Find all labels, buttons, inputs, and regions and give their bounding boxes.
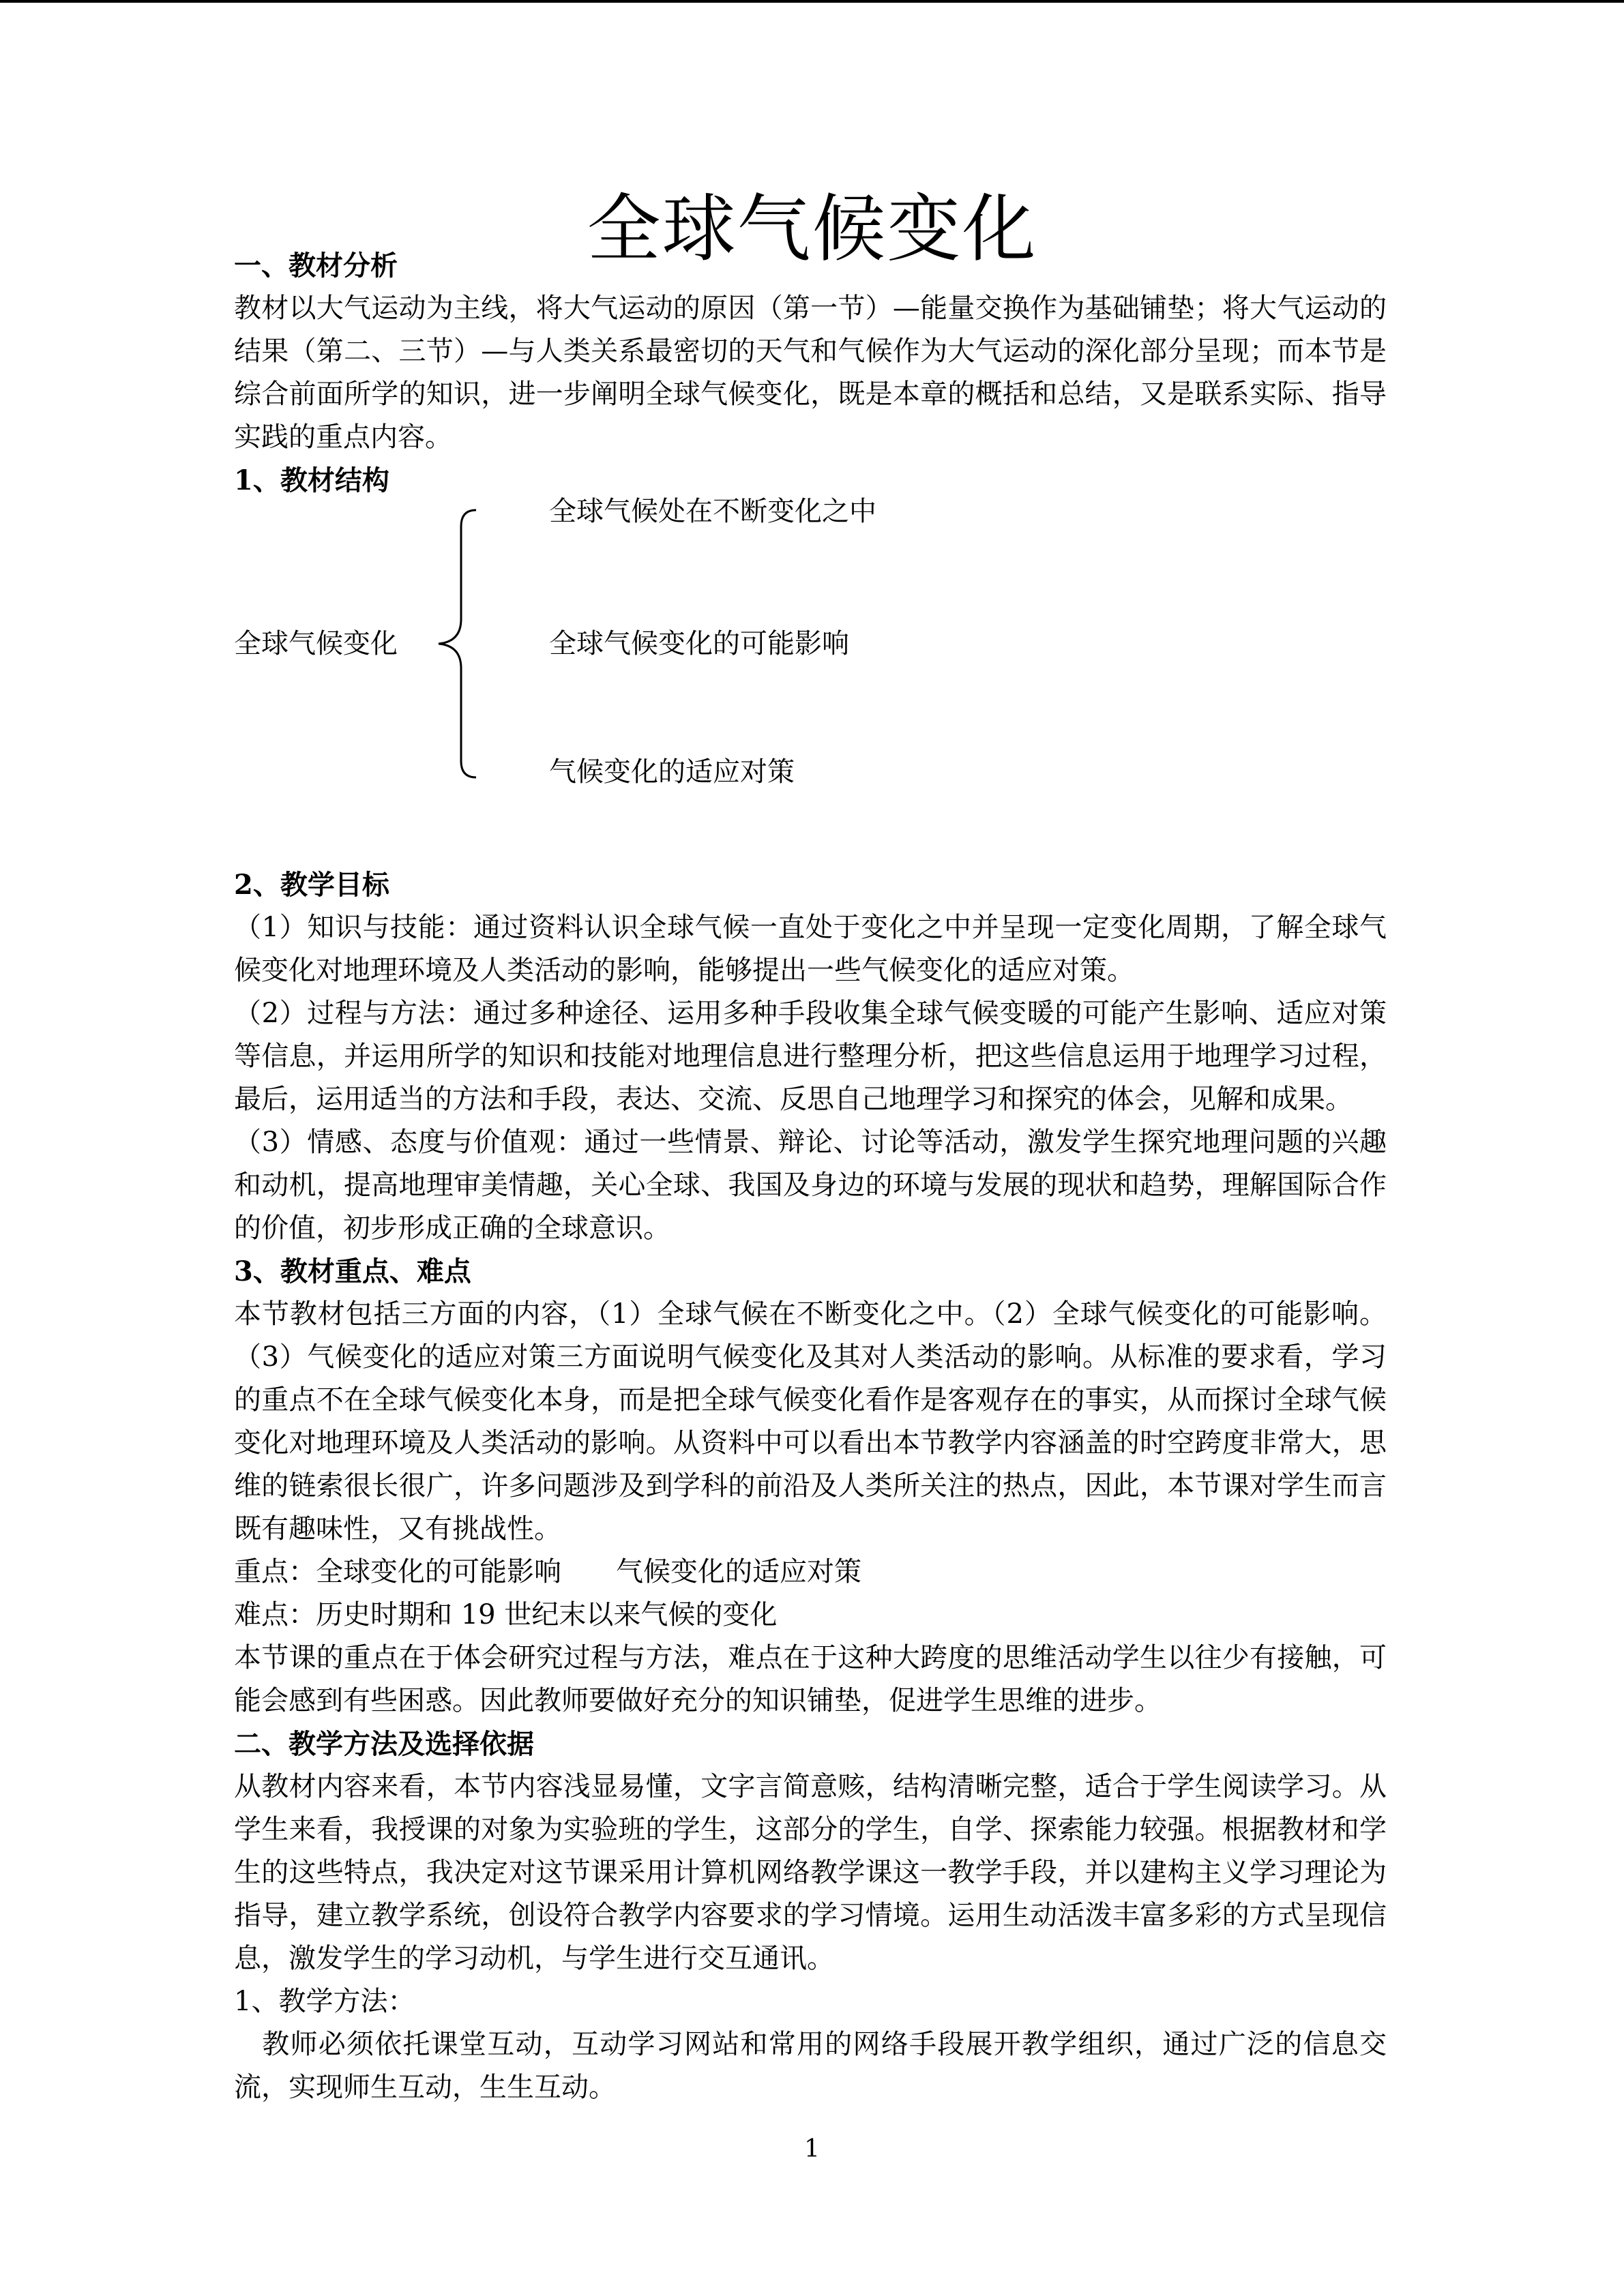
page-title: 全球气候变化 [587,187,1037,273]
document-body [234,244,1387,2109]
key-points-heading: 3、教材重点、难点 [234,1255,471,1287]
goal-emotion: （3）情感、态度与价值观：通过一些情景、辩论、讨论等活动，激发学生探究地理问题的兴趣和动机，提高地理审美情趣，关心全球、我国及身边的环境与发展的现状和趋势，理解国际合作的价值，初步形成正确的全球意识。 [234,1127,1387,1244]
goal-process: （2）过程与方法：通过多种途径、运用多种手段收集全球气候变暖的可能产生影响、适应对策等信息，并运用所学的知识和技能对地理信息进行整理分析，把这些信息运用于地理学习过程，最后，运用适当的方法和手段，表达、交流、反思自己地理学习和探究的体会，见解和成果。 [234,998,1387,1115]
section-heading-analysis: 一、教材分析 [234,250,398,282]
analysis-paragraph: 教材以大气运动为主线，将大气运动的原因（第一节）—能量交换作为基础铺垫；将大气运动的结果（第二、三节）—与人类关系最密切的天气和气候作为大气运动的深化部分呈现；而本节是综合前面所学的知识，进一步阐明全球气候变化，既是本章的概括和总结，又是联系实际、指导实践的重点内容。 [234,293,1387,453]
brace-icon [234,502,507,863]
structure-diagram [234,496,1387,863]
structure-heading: 1、教材结构 [234,464,389,496]
page-top-border [0,0,1624,3]
diagram-root-label: 全球气候变化 [234,628,398,659]
teaching-method-heading: 1、教学方法： [234,1986,415,2017]
diagram-branch-1: 全球气候处在不断变化之中 [549,496,876,527]
difficult-point-line: 难点：历史时期和 19 世纪末以来气候的变化 [234,1599,778,1630]
diagram-branch-2: 全球气候变化的可能影响 [549,628,849,659]
key-points-paragraph: 本节教材包括三方面的内容，（1）全球气候在不断变化之中。（2）全球气候变化的可能影响。（3）气候变化的适应对策三方面说明气候变化及其对人类活动的影响。从标准的要求看，学习的重点不在全球气候变化本身，而是把全球气候变化看作是客观存在的事实，从而探讨全球气候变化对地理环境及人类活动的影响。从资料中可以看出本节教学内容涵盖的时空跨度非常大，思维的链索很长很广，许多问题涉及到学科的前沿及人类所关注的热点，因此，本节课对学生而言既有趣味性，又有挑战性。 [234,1298,1387,1545]
key-summary-paragraph: 本节课的重点在于体会研究过程与方法，难点在于这种大跨度的思维活动学生以往少有接触，可能会感到有些困惑。因此教师要做好充分的知识铺垫，促进学生思维的进步。 [234,1642,1387,1716]
diagram-branch-3: 气候变化的适应对策 [549,756,795,788]
key-point-line: 重点：全球变化的可能影响 气候变化的适应对策 [234,1556,861,1587]
methods-paragraph: 从教材内容来看，本节内容浅显易懂，文字言简意赅，结构清晰完整，适合于学生阅读学习。从学生来看，我授课的对象为实验班的学生，这部分的学生，自学、探索能力较强。根据教材和学生的这些特点，我决定对这节课采用计算机网络教学课这一教学手段，并以建构主义学习理论为指导，建立教学系统，创设符合教学内容要求的学习情境。运用生动活泼丰富多彩的方式呈现信息，激发学生的学习动机，与学生进行交互通讯。 [234,1771,1387,1974]
teaching-method-paragraph: 教师必须依托课堂互动，互动学习网站和常用的网络手段展开教学组织，通过广泛的信息交流，实现师生互动，生生互动。 [234,2029,1387,2103]
section-heading-methods: 二、教学方法及选择依据 [234,1728,534,1760]
goal-knowledge: （1）知识与技能：通过资料认识全球气候一直处于变化之中并呈现一定变化周期，了解全球气候变化对地理环境及人类活动的影响，能够提出一些气候变化的适应对策。 [234,912,1387,986]
page-number: 1 [804,2135,820,2163]
goals-heading: 2、教学目标 [234,869,389,901]
